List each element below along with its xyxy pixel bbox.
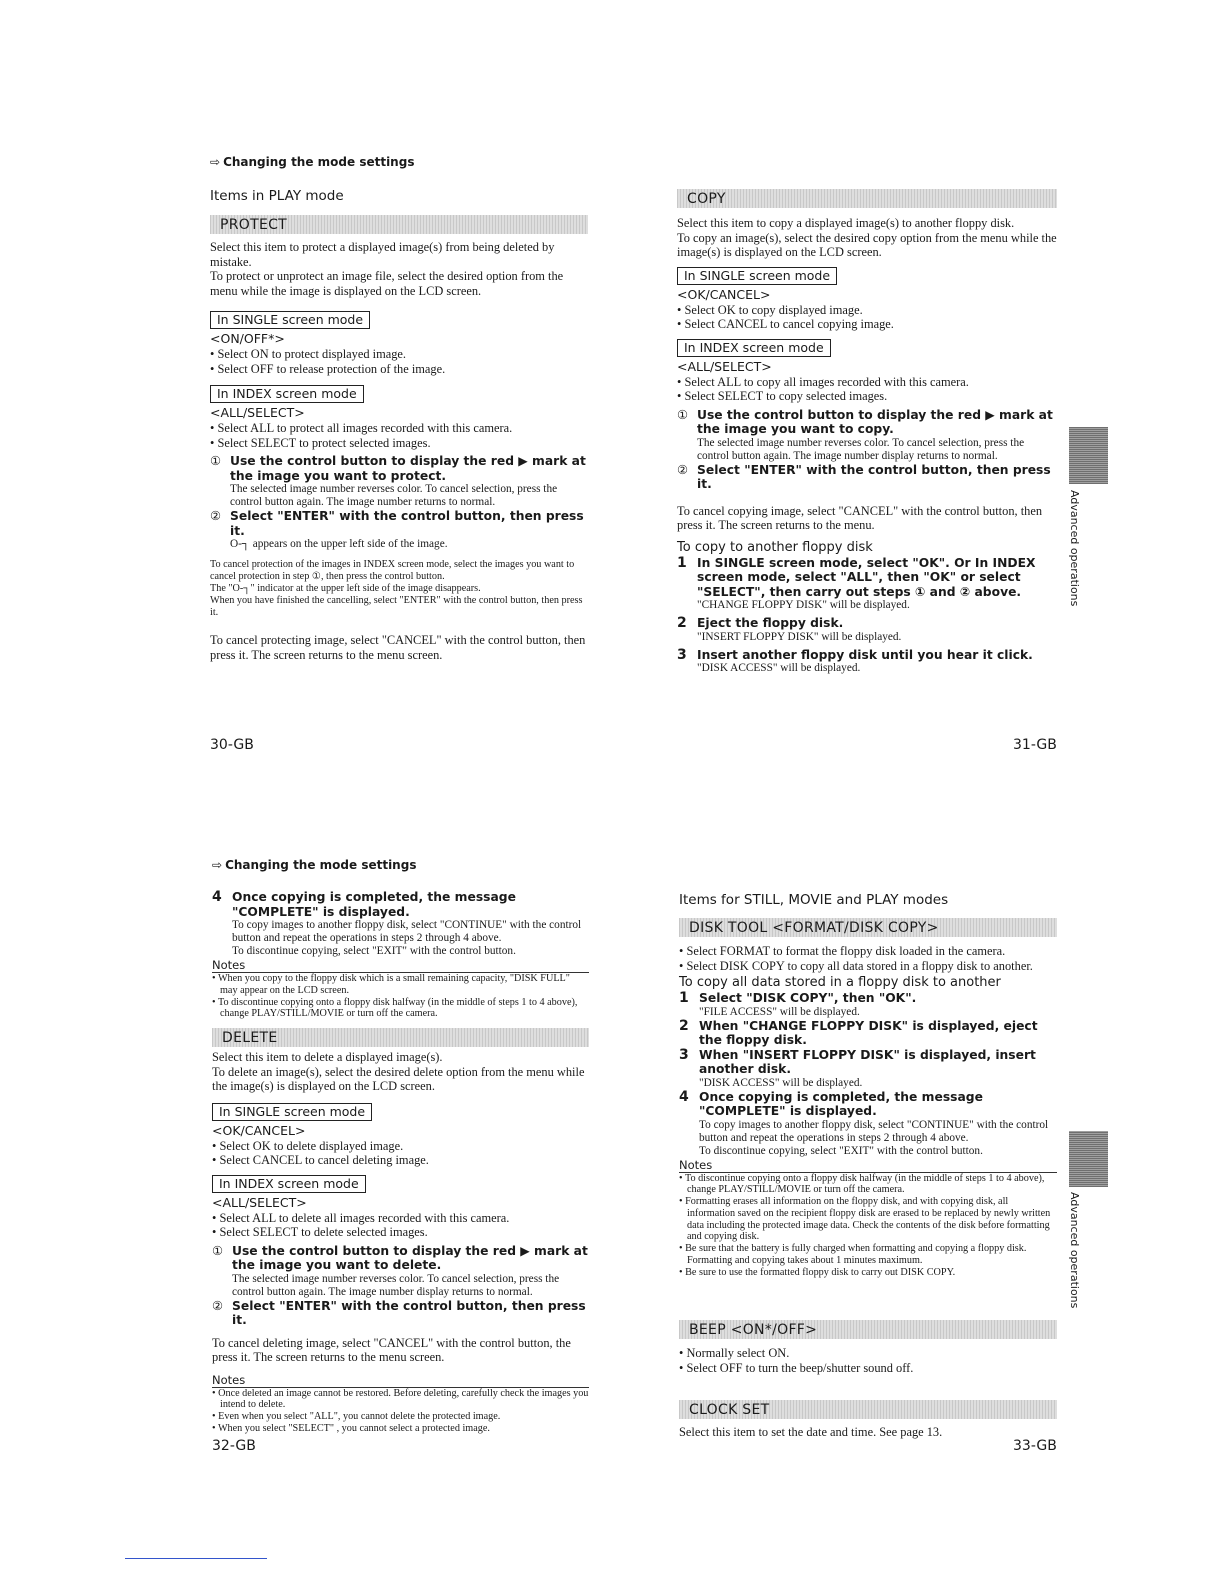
cancel-deleting: To cancel deleting image, select "CANCEL" with the control button, the press it. The screen returns to the menu screen. (212, 1335, 571, 1364)
single-mode-label: In SINGLE screen mode (677, 267, 837, 285)
disk-step-1-detail: "FILE ACCESS" will be displayed. (699, 1005, 860, 1018)
beep-block (679, 1346, 1057, 1375)
note-4: • Even when you select "ALL", you cannot delete the protected image. (212, 1411, 589, 1423)
note-1: • When you copy to the floppy disk which is a small remaining capacity, "DISK FULL" may appear on the LCD screen. (212, 973, 589, 997)
step-1: ① Use the control button to display the red ▶ mark at the image you want to protect. (210, 454, 586, 483)
disk-copy-subtitle: To copy all data stored in a floppy disk to another (679, 975, 1001, 990)
step-2: ② Select "ENTER" with the control button, then press it. (677, 462, 1051, 491)
index-options: <ALL/SELECT> (210, 405, 305, 420)
step-1: ① Use the control button to display the red ▶ mark at the image you want to delete. (212, 1243, 588, 1272)
side-label-p33: Advanced operations (1068, 1192, 1081, 1309)
page-number-33: 33-GB (1013, 1438, 1057, 1454)
disk-tool-bar: DISK TOOL <FORMAT/DISK COPY> (679, 918, 1057, 937)
single-bullet-2: • Select CANCEL to cancel copying image. (677, 317, 1057, 332)
single-bullet-2: • Select OFF to release protection of the image. (210, 362, 588, 377)
disk-bullet-2: • Select DISK COPY to copy all data stored in a floppy disk to another. (679, 959, 1057, 974)
index-bullet-2: • Select SELECT to copy selected images. (677, 389, 1057, 404)
copy-step-1-detail: "CHANGE FLOPPY DISK" will be displayed. (697, 599, 910, 611)
delete-intro-2: To delete an image(s), select the desired delete option from the menu while the image(s) is displayed on the LCD screen. (212, 1064, 585, 1093)
copy-step-4-detail-1: To copy images to another floppy disk, select "CONTINUE" with the control button and repeat the operations in steps 2 through 4 above. (232, 919, 582, 944)
single-bullet-1: • Select OK to copy displayed image. (677, 303, 1057, 318)
protect-block (210, 240, 588, 662)
protect-intro-2: To protect or unprotect an image file, select the desired option from the menu while the image is displayed on the LCD screen. (210, 269, 564, 298)
notes-heading: Notes (679, 1158, 1057, 1173)
cancel-copying: To cancel copying image, select "CANCEL" with the control button, then press it. The screen returns to the menu. (677, 503, 1043, 532)
page-number-30: 30-GB (210, 737, 254, 753)
note-3: • Once deleted an image cannot be restored. Before deleting, carefully check the images you intend to delete. (212, 1388, 589, 1412)
step-1: ① Use the control button to display the red ▶ mark at the image you want to copy. (677, 407, 1053, 436)
copy-step-2: 2 Eject the floppy disk. (677, 615, 844, 631)
note-4: • Be sure to use the formatted floppy disk to carry out DISK COPY. (679, 1267, 1057, 1279)
copy-block (677, 216, 1057, 675)
section-header-p32: ⇨ Changing the mode settings (212, 858, 417, 872)
copy-step-3: 3 Insert another floppy disk until you hear it click. (677, 646, 1033, 663)
disk-tool-block (679, 944, 1057, 1279)
single-bullet-2: • Select CANCEL to cancel deleting image. (212, 1153, 589, 1168)
step-1-detail: The selected image number reverses color. To cancel selection, press the control button again. The image number display returns to normal. (232, 1272, 560, 1298)
step-1-detail: The selected image number reverses color. To cancel selection, press the control button again. The image number display returns to normal. (697, 436, 1025, 462)
disk-step-3-detail: "DISK ACCESS" will be displayed. (699, 1076, 863, 1089)
copy-intro-1: Select this item to copy a displayed image(s) to another floppy disk. (677, 216, 1015, 230)
index-mode-label: In INDEX screen mode (210, 385, 364, 403)
note-2: • Formatting erases all information on the floppy disk, and with copying disk, all information saved on the recipient floppy disk are erased to be replaced by newly written data including the protected image data. Check the contents of the disk before formatting and copying disk. (679, 1196, 1057, 1243)
side-label-p31: Advanced operations (1068, 490, 1081, 607)
items-title-p33: Items for STILL, MOVIE and PLAY modes (679, 892, 949, 908)
notes-heading-2: Notes (212, 1373, 589, 1388)
step-2: ② Select "ENTER" with the control button, then press it. (212, 1298, 586, 1327)
disk-step-1: 1 Select "DISK COPY", then "OK". (679, 990, 917, 1006)
step-2: ② Select "ENTER" with the control button, then press it. (210, 509, 584, 538)
single-bullet-1: • Select OK to delete displayed image. (212, 1139, 589, 1154)
protect-intro-1: Select this item to protect a displayed image(s) from being deleted by mistake. (210, 240, 555, 269)
note-5: • When you select "SELECT" , you cannot select a protected image. (212, 1423, 589, 1435)
single-options: <OK/CANCEL> (677, 286, 771, 302)
index-options: <ALL/SELECT> (212, 1194, 307, 1210)
beep-bar: BEEP <ON*/OFF> (679, 1320, 1057, 1339)
disk-step-4-detail-2: To discontinue copying, select "EXIT" with the control button. (699, 1144, 983, 1157)
beep-bullet-1: • Normally select ON. (679, 1346, 1057, 1361)
arrow-right-icon: ⇨ (210, 155, 221, 169)
single-mode-label: In SINGLE screen mode (212, 1103, 372, 1121)
items-title-p30: Items in PLAY mode (210, 188, 344, 204)
disk-step-4-detail-1: To copy images to another floppy disk, select "CONTINUE" with the control button and repeat the operations in steps 2 through 4 above. (699, 1118, 1049, 1144)
page-number-32: 32-GB (212, 1438, 256, 1454)
cancel-protection-note-3: When you have finished the cancelling, select "ENTER" with the control button, then press it. (210, 595, 583, 618)
copy-intro-2: To copy an image(s), select the desired copy option from the menu while the image(s) is displayed on the LCD screen. (677, 230, 1057, 259)
copy-continued-block (212, 890, 589, 1020)
step-2-detail: O‑┐ appears on the upper left side of the image. (230, 538, 448, 550)
copy-step-4: 4 Once copying is completed, the message "COMPLETE" is displayed. (212, 889, 516, 919)
single-mode-label: In SINGLE screen mode (210, 311, 370, 329)
disk-step-3: 3 When "INSERT FLOPPY DISK" is displayed, insert another disk. (679, 1046, 1036, 1076)
delete-bar: DELETE (212, 1028, 589, 1047)
step-1-detail: The selected image number reverses color. To cancel selection, press the control button again. The image number returns to normal. (230, 483, 558, 508)
index-bullet-2: • Select SELECT to delete selected images. (212, 1225, 589, 1240)
clock-set-bar: CLOCK SET (679, 1400, 1057, 1419)
clock-set-block (679, 1425, 1057, 1440)
index-bullet-1: • Select ALL to copy all images recorded with this camera. (677, 375, 1057, 390)
cancel-protection-note-1: To cancel protection of the images in INDEX screen mode, select the images you want to cancel protection in step ①, then press the control button. (210, 559, 575, 582)
index-bullet-1: • Select ALL to delete all images recorded with this camera. (212, 1211, 589, 1226)
index-mode-label: In INDEX screen mode (212, 1175, 366, 1193)
section-header-p30: ⇨ Changing the mode settings (210, 155, 415, 169)
delete-intro-1: Select this item to delete a displayed image(s). (212, 1050, 443, 1064)
index-bullet-2: • Select SELECT to protect selected images. (210, 436, 588, 451)
single-bullet-1: • Select ON to protect displayed image. (210, 347, 588, 362)
disk-step-4: 4 Once copying is completed, the message "COMPLETE" is displayed. (679, 1088, 983, 1118)
copy-step-2-detail: "INSERT FLOPPY DISK" will be displayed. (697, 630, 902, 643)
disk-step-2: 2 When "CHANGE FLOPPY DISK" is displayed, eject the floppy disk. (679, 1017, 1038, 1047)
arrow-right-icon: ⇨ (212, 858, 223, 872)
index-options: <ALL/SELECT> (677, 358, 772, 374)
copy-step-3-detail: "DISK ACCESS" will be displayed. (697, 662, 861, 674)
beep-bullet-2: • Select OFF to turn the beep/shutter sound off. (679, 1361, 1057, 1376)
copy-subtitle: To copy to another floppy disk (677, 539, 873, 555)
notes-heading: Notes (212, 958, 589, 973)
single-options: <OK/CANCEL> (212, 1122, 306, 1138)
protect-bar: PROTECT (210, 215, 588, 234)
section-tab-p33 (1069, 1131, 1108, 1187)
section-tab-p31 (1069, 427, 1108, 484)
cancel-protecting: To cancel protecting image, select "CANCEL" with the control button, then press it. The screen returns to the menu screen. (210, 633, 586, 662)
index-mode-label: In INDEX screen mode (677, 339, 831, 357)
note-2: • To discontinue copying onto a floppy disk halfway (in the middle of steps 1 to 4 above), change PLAY/STILL/MOVIE or turn off the camera. (212, 997, 589, 1021)
copy-step-4-detail-2: To discontinue copying, select "EXIT" with the control button. (232, 945, 516, 957)
cancel-protection-note-2: The "O‑┐" indicator at the upper left side of the image disappears. (210, 583, 481, 594)
footer-rule (125, 1558, 267, 1559)
clock-set-text: Select this item to set the date and time. See page 13. (679, 1425, 943, 1439)
copy-bar: COPY (677, 189, 1057, 208)
note-3: • Be sure that the battery is fully charged when formatting and copying a floppy disk. Formatting and copying takes about 1 minutes maximum. (679, 1243, 1057, 1267)
delete-block (212, 1050, 589, 1435)
single-options: <ON/OFF*> (210, 331, 285, 346)
copy-step-1: 1 In SINGLE screen mode, select "OK". Or In INDEX screen mode, select "ALL", then "OK" or select "SELECT", then carry out steps ① and ② above. (677, 554, 1036, 599)
disk-bullet-1: • Select FORMAT to format the floppy disk loaded in the camera. (679, 944, 1057, 959)
note-1: • To discontinue copying onto a floppy disk halfway (in the middle of steps 1 to 4 above), change PLAY/STILL/MOVIE or turn off the camera. (679, 1173, 1057, 1197)
index-bullet-1: • Select ALL to protect all images recorded with this camera. (210, 421, 588, 436)
page-number-31: 31-GB (1013, 737, 1057, 753)
